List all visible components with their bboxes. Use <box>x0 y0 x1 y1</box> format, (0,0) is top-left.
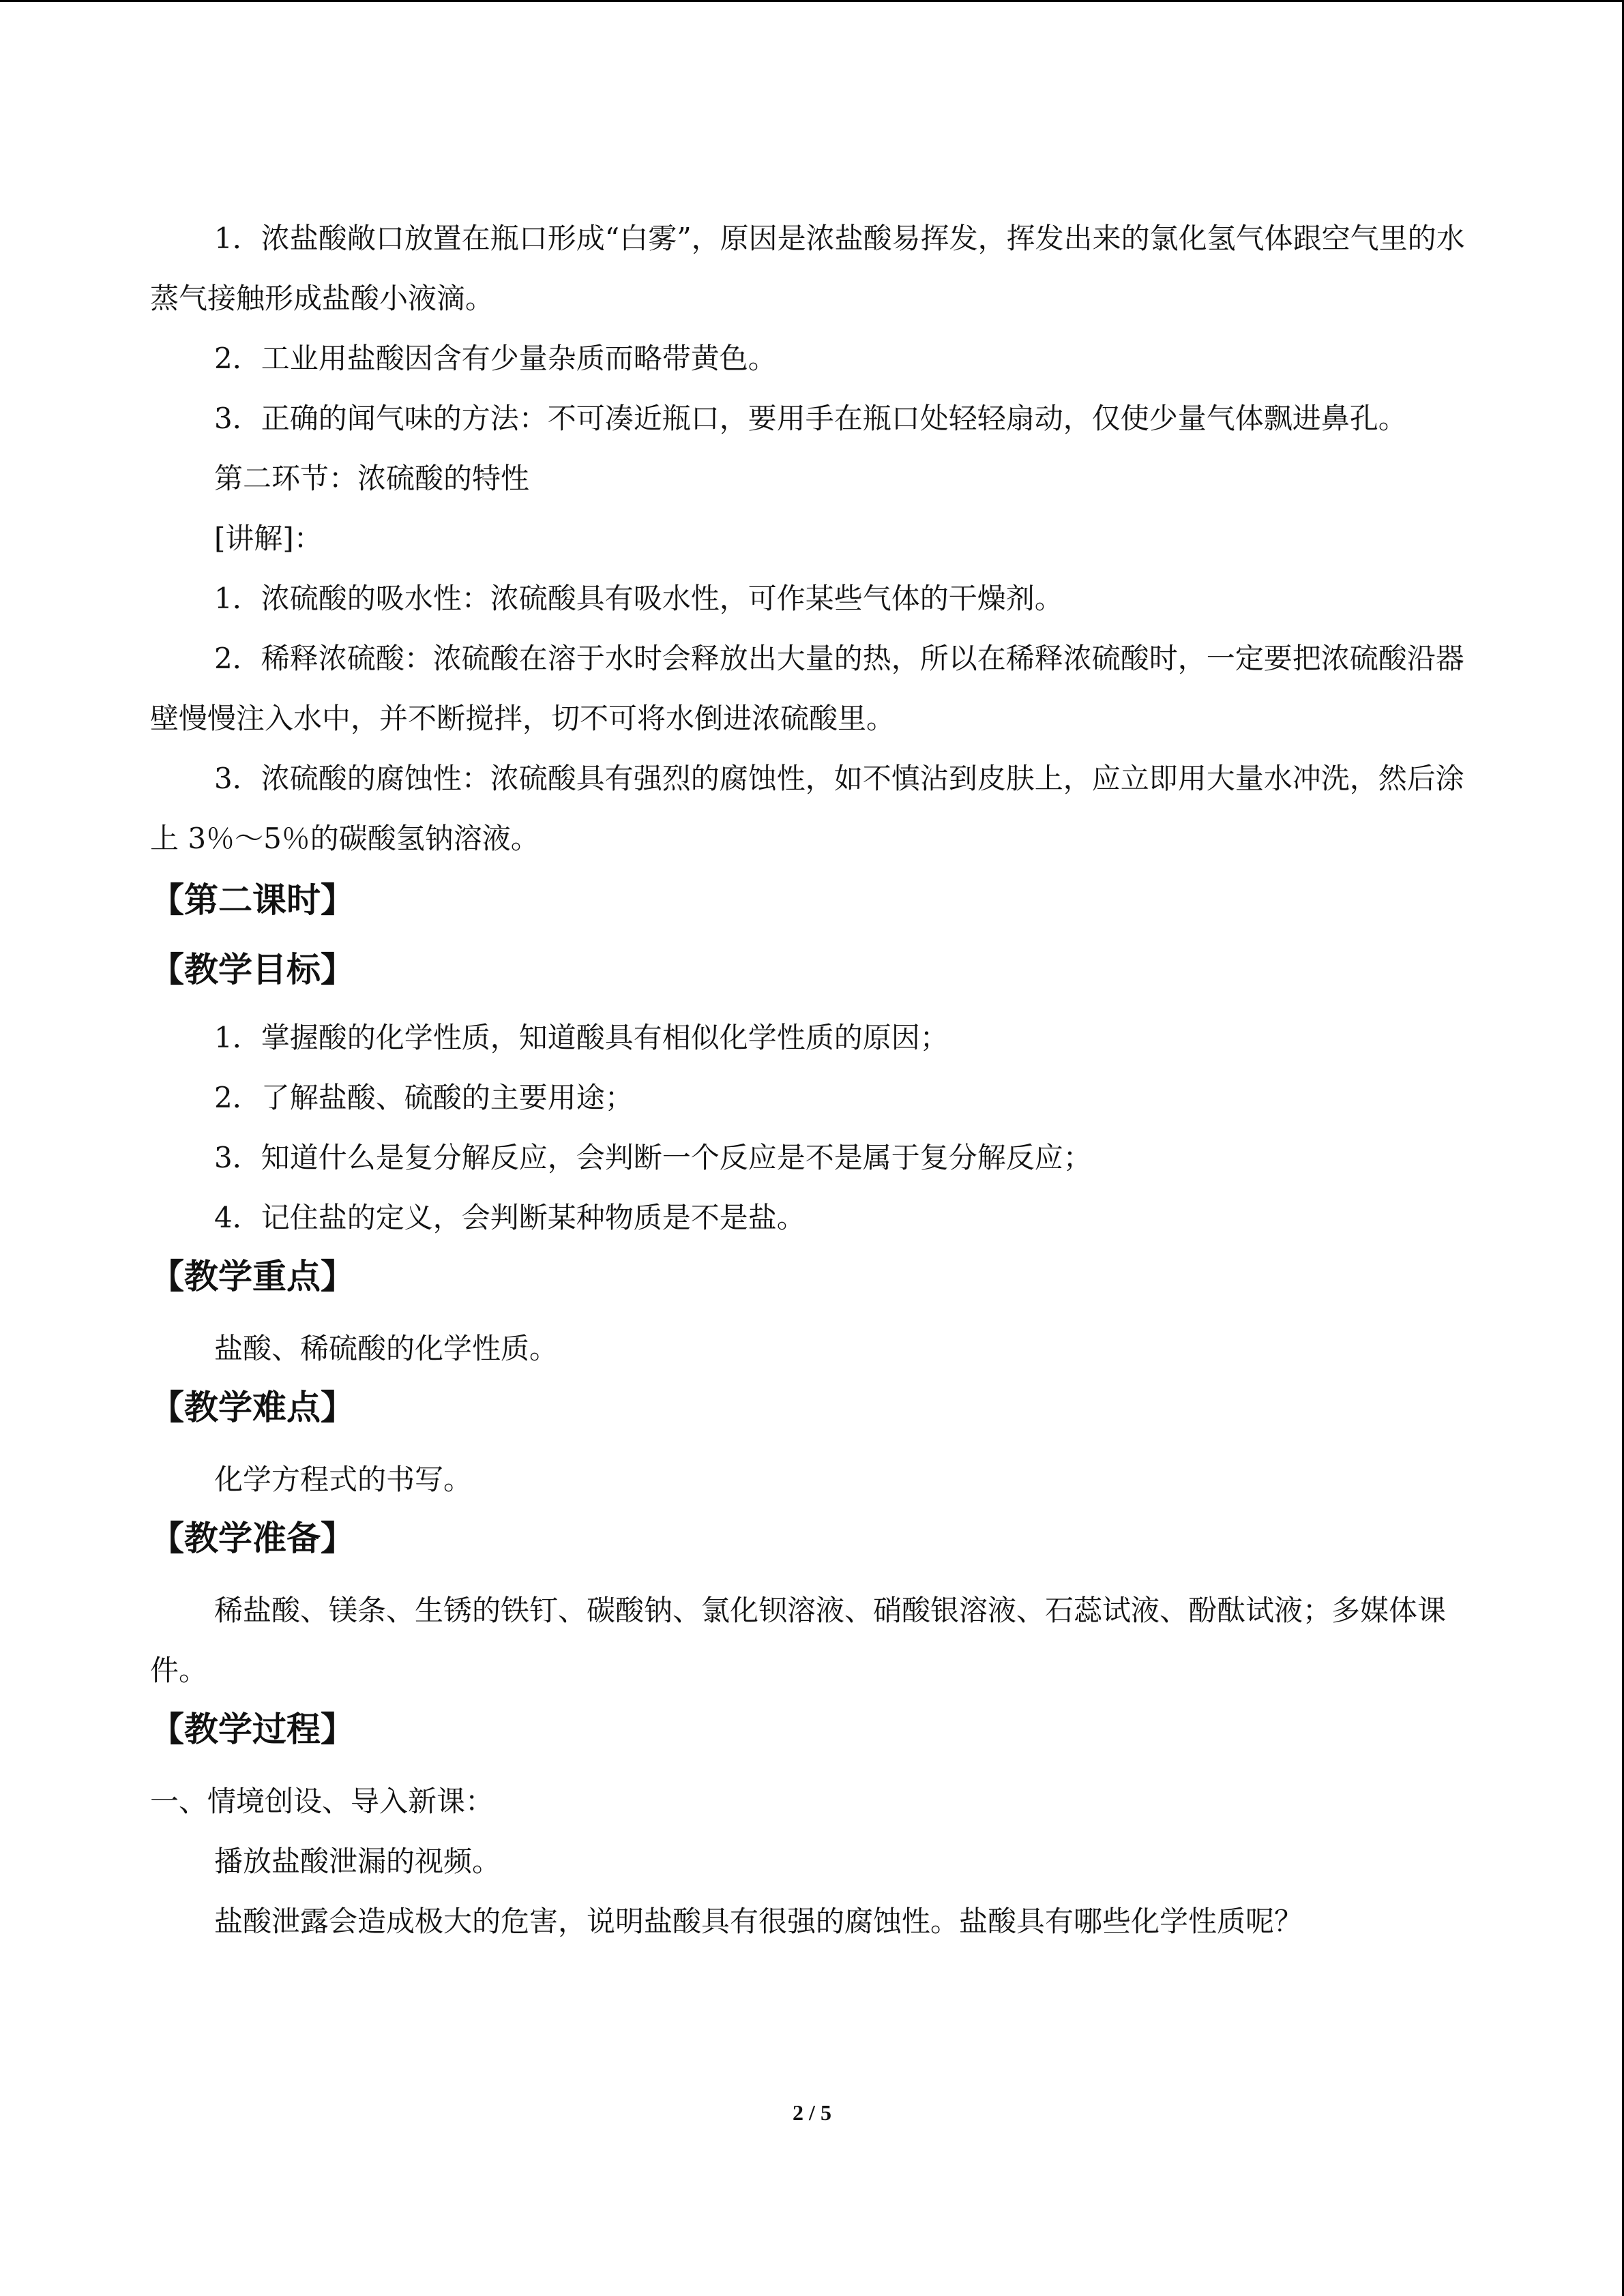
process-line: 盐酸泄露会造成极大的危害，说明盐酸具有很强的腐蚀性。盐酸具有哪些化学性质呢？ <box>214 1905 1303 1938</box>
heading-process: 【教学过程】 <box>150 1710 355 1749</box>
process-section-title: 一、情境创设、导入新课： <box>150 1785 494 1818</box>
paragraph-industrial-hcl: 2．工业用盐酸因含有少量杂质而略带黄色。 <box>214 342 777 375</box>
paragraph-hcl-white-mist: 1．浓盐酸敞口放置在瓶口形成“白雾”，原因是浓盐酸易挥发，挥发出来的氯化氢气体跟空气里的水蒸气接触形成盐酸小液滴。 <box>150 222 1465 315</box>
difficulty-text: 化学方程式的书写。 <box>214 1463 473 1496</box>
paragraph-section-sulfuric: 第二环节：浓硫酸的特性 <box>214 462 530 495</box>
paragraph-dilution: 2．稀释浓硫酸：浓硫酸在溶于水时会释放出大量的热，所以在稀释浓硫酸时，一定要把浓硫酸沿器壁慢慢注入水中，并不断搅拌，切不可将水倒进浓硫酸里。 <box>150 642 1464 735</box>
heading-key-point: 【教学重点】 <box>150 1257 355 1296</box>
heading-objectives: 【教学目标】 <box>150 950 355 989</box>
heading-preparation: 【教学准备】 <box>150 1519 355 1558</box>
process-line: 播放盐酸泄漏的视频。 <box>214 1845 501 1878</box>
paragraph-explain-label: [讲解]： <box>214 522 323 555</box>
page-top-border <box>0 0 1624 2</box>
objective-item: 2．了解盐酸、硫酸的主要用途； <box>214 1081 634 1114</box>
heading-second-lesson: 【第二课时】 <box>150 880 355 920</box>
paragraph-corrosiveness: 3．浓硫酸的腐蚀性：浓硫酸具有强烈的腐蚀性，如不慎沾到皮肤上，应立即用大量水冲洗，然后涂上 3％～5％的碳酸氢钠溶液。 <box>150 762 1464 855</box>
preparation-text: 稀盐酸、镁条、生锈的铁钉、碳酸钠、氯化钡溶液、硝酸银溶液、石蕊试液、酚酞试液；多媒体课件。 <box>150 1594 1447 1687</box>
paragraph-water-absorption: 1．浓硫酸的吸水性：浓硫酸具有吸水性，可作某些气体的干燥剂。 <box>214 582 1063 615</box>
objective-item: 3．知道什么是复分解反应，会判断一个反应是不是属于复分解反应； <box>214 1141 1092 1174</box>
page-number: 2 / 5 <box>793 2100 831 2125</box>
objective-item: 4．记住盐的定义，会判断某种物质是不是盐。 <box>214 1201 806 1234</box>
objective-item: 1．掌握酸的化学性质，知道酸具有相似化学性质的原因； <box>214 1021 949 1054</box>
paragraph-smell-method: 3．正确的闻气味的方法：不可凑近瓶口，要用手在瓶口处轻轻扇动，仅使少量气体飘进鼻孔。 <box>214 402 1407 435</box>
document-body <box>150 209 1473 1952</box>
key-point-text: 盐酸、稀硫酸的化学性质。 <box>214 1332 559 1365</box>
objectives-list <box>150 1008 1473 1248</box>
heading-difficulty: 【教学难点】 <box>150 1388 355 1427</box>
